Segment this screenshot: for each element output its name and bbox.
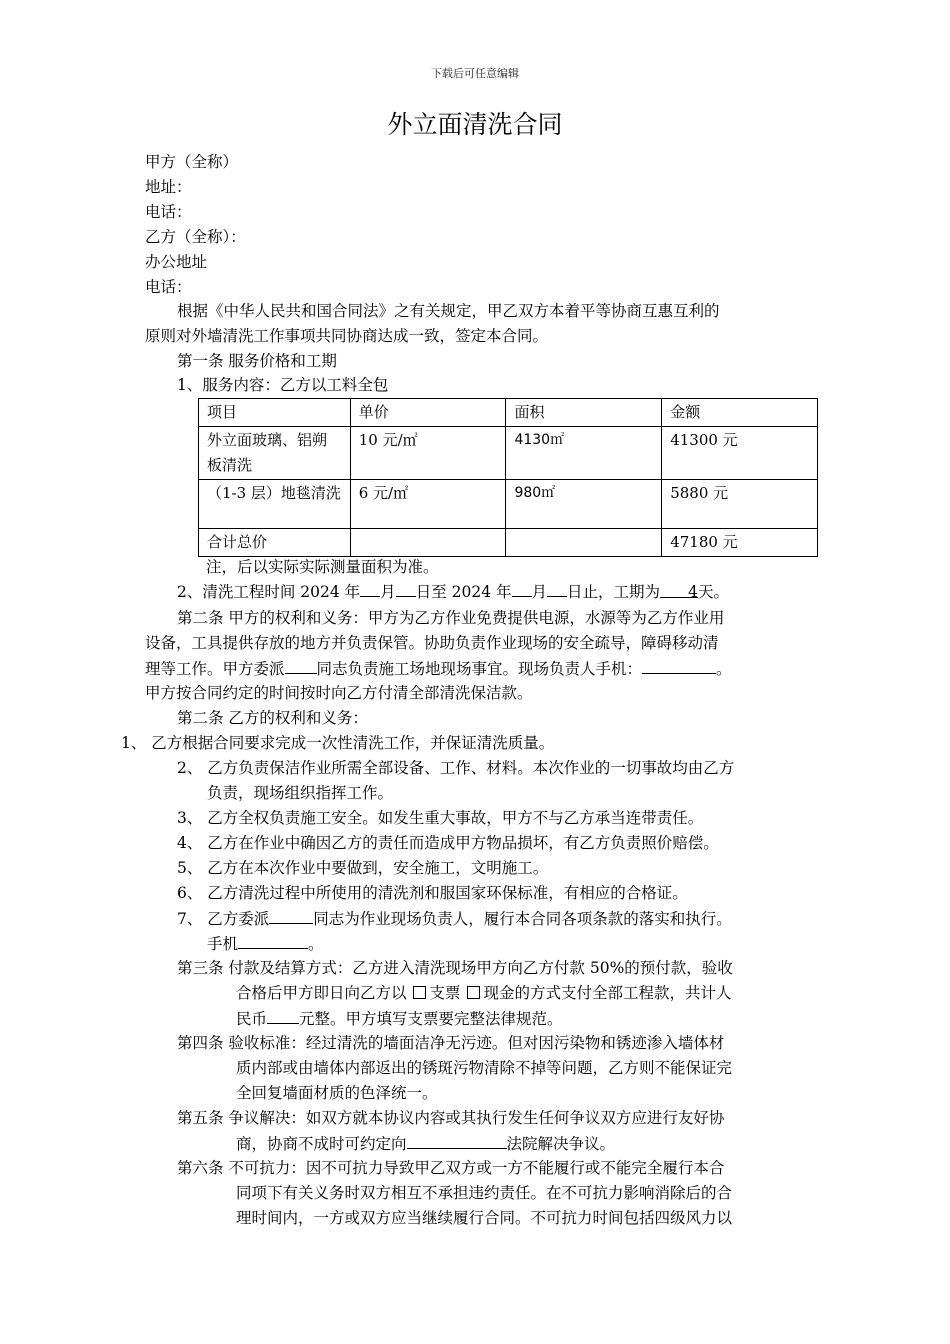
article-2a-line-4: 甲方按合同约定的时间按时向乙方付清全部清洗保洁款。 <box>145 684 533 702</box>
service-content: 1、服务内容：乙方以工料全包 <box>177 376 389 394</box>
text: 商，协商不成时可约定向 <box>236 1135 407 1153</box>
manager-phone-blank[interactable] <box>238 931 308 949</box>
checkbox-icon[interactable] <box>413 986 426 999</box>
article-4-line-1: 第四条 验收标准：经过清洗的墙面洁净无污迹。但对因污染物和锈迹渗入墙体材 <box>177 1034 725 1052</box>
table-cell: 4130㎡ <box>506 427 662 480</box>
schedule-text: 月 <box>380 583 396 601</box>
table-cell: 47180 元 <box>662 529 818 557</box>
header-cell: 金额 <box>662 399 818 427</box>
table-cell: 6 元/㎡ <box>350 480 506 529</box>
article-4-line-3: 全回复墙面材质的色泽统一。 <box>236 1084 438 1102</box>
table-cell: 外立面玻璃、铝朔板清洗 <box>199 427 351 480</box>
schedule-text: 日至 2024 年 <box>415 583 512 601</box>
party-a-label: 甲方（全称） <box>145 153 239 171</box>
list-item: 3、 乙方全权负责施工安全。如发生重大事故，甲方不与乙方承当连带责任。 <box>177 809 704 827</box>
table-cell <box>350 529 506 557</box>
article-1-heading: 第一条 服务价格和工期 <box>177 352 337 370</box>
table-cell: 980㎡ <box>506 480 662 529</box>
article-5-line-2 <box>236 1131 615 1157</box>
text: 理等工作。甲方委派 <box>145 660 285 678</box>
amount-blank[interactable] <box>267 1006 299 1024</box>
text: 同志负责施工场地现场事宜。现场负责人手机： <box>316 660 643 678</box>
table-row <box>199 427 818 480</box>
article-3-line-2 <box>236 981 732 1006</box>
office-label: 办公地址 <box>145 253 208 271</box>
article-3-line-3 <box>236 1006 563 1032</box>
article-5-line-1: 第五条 争议解决：如双方就本协议内容或其执行发生任何争议双方应进行友好协 <box>177 1109 725 1127</box>
phone-a-label: 电话： <box>145 203 192 221</box>
table-total-row <box>199 529 818 557</box>
payment-option-cash: 现金的方式支付全部工程款，共计人 <box>483 984 732 1002</box>
text: 手机 <box>207 935 239 953</box>
text: 民币 <box>236 1010 268 1028</box>
list-item: 2、 乙方负责保洁作业所需全部设备、工作、材料。本次作业的一切事故均由乙方 <box>177 759 735 777</box>
duration-days[interactable]: 4 <box>660 580 698 598</box>
payment-option-check: 支票 <box>429 984 461 1002</box>
text: 。 <box>308 935 324 953</box>
text: 7、 乙方委派 <box>177 910 270 928</box>
party-b-label: 乙方（全称）： <box>145 228 246 246</box>
text: 。 <box>716 660 732 678</box>
article-6-line-2: 同项下有关义务时双方相互不承担违约责任。在不可抗力影响消除后的合 <box>236 1184 733 1202</box>
table-header-row <box>199 399 818 427</box>
list-item-cont: 负责，现场组织指挥工作。 <box>207 784 394 802</box>
day-blank[interactable] <box>396 579 416 597</box>
article-6-line-3: 理时间内，一方或双方应当继续履行合同。不可抗力时间包括四级风力以 <box>236 1209 733 1227</box>
schedule-text: 月 <box>531 583 548 601</box>
checkbox-icon[interactable] <box>467 986 480 999</box>
court-blank[interactable] <box>407 1131 507 1149</box>
article-6-line-1: 第六条 不可抗力：因不可抗力导致甲乙双方或一方不能履行或不能完全履行本合 <box>177 1159 725 1177</box>
table-cell: 41300 元 <box>662 427 818 480</box>
intro-line-2: 原则对外墙清洗工作事项共同协商达成一致，签定本合同。 <box>145 327 549 345</box>
header-cell: 面积 <box>506 399 662 427</box>
text: 元整。甲方填写支票要完整法律规范。 <box>299 1010 563 1028</box>
list-item: 5、 乙方在本次作业中要做到，安全施工，文明施工。 <box>177 859 549 877</box>
article-2a-line-2: 设备，工具提供存放的地方并负责保管。协助负责作业现场的安全疏导，障碍移动清 <box>145 634 719 652</box>
day-blank[interactable] <box>547 579 567 597</box>
header-cell: 项目 <box>199 399 351 427</box>
schedule-line <box>177 579 729 605</box>
text: 合格后甲方即日向乙方以 <box>236 984 407 1002</box>
article-3-line-1: 第三条 付款及结算方式：乙方进入清洗现场甲方向乙方付款 50%的预付款，验收 <box>177 959 733 977</box>
site-manager-blank[interactable] <box>269 906 313 924</box>
table-row <box>199 480 818 529</box>
table-cell: （1-3 层）地毯清洗 <box>199 480 351 529</box>
table-note: 注，后以实际实际测量面积为准。 <box>206 558 439 576</box>
month-blank[interactable] <box>512 579 532 597</box>
schedule-text: 日止，工期为 <box>567 583 661 601</box>
list-item: 1、 乙方根据合同要求完成一次性清洗工作，并保证清洗质量。 <box>121 734 555 752</box>
table-cell: 合计总价 <box>199 529 351 557</box>
price-table <box>198 398 818 557</box>
article-2a-line-1: 第二条 甲方的权利和义务：甲方为乙方作业免费提供电源，水源等为乙方作业用 <box>177 609 725 627</box>
text: 法院解决争议。 <box>506 1135 616 1153</box>
intro-line-1: 根据《中华人民共和国合同法》之有关规定，甲乙双方本着平等协商互惠互利的 <box>177 302 720 320</box>
phone-b-label: 电话： <box>145 278 192 296</box>
delegate-blank[interactable] <box>285 656 317 674</box>
article-2b-heading: 第二条 乙方的权利和义务： <box>177 709 368 727</box>
header-note: 下载后可任意编辑 <box>431 67 519 80</box>
article-2a-line-3 <box>145 656 732 682</box>
table-cell: 10 元/㎡ <box>350 427 506 480</box>
list-item <box>177 906 732 932</box>
schedule-text: 天。 <box>698 583 730 601</box>
address-label: 地址： <box>145 178 192 196</box>
list-item: 4、 乙方在作业中确因乙方的责任而造成甲方物品损坏，有乙方负责照价赔偿。 <box>177 834 719 852</box>
month-blank[interactable] <box>360 579 380 597</box>
schedule-text: 2、清洗工程时间 2024 年 <box>177 583 361 601</box>
phone-blank[interactable] <box>642 656 716 674</box>
text: 同志为作业现场负责人，履行本合同各项条款的落实和执行。 <box>313 910 732 928</box>
article-4-line-2: 质内部或由墙体内部返出的锈斑污物清除不掉等问题，乙方则不能保证完 <box>236 1059 733 1077</box>
list-item: 6、 乙方清洗过程中所使用的清洗剂和服国家环保标准，有相应的合格证。 <box>177 884 688 902</box>
list-item-cont <box>207 931 324 957</box>
table-cell: 5880 元 <box>662 480 818 529</box>
document-title: 外立面清洗合同 <box>387 110 563 139</box>
header-cell: 单价 <box>350 399 506 427</box>
table-cell <box>506 529 662 557</box>
